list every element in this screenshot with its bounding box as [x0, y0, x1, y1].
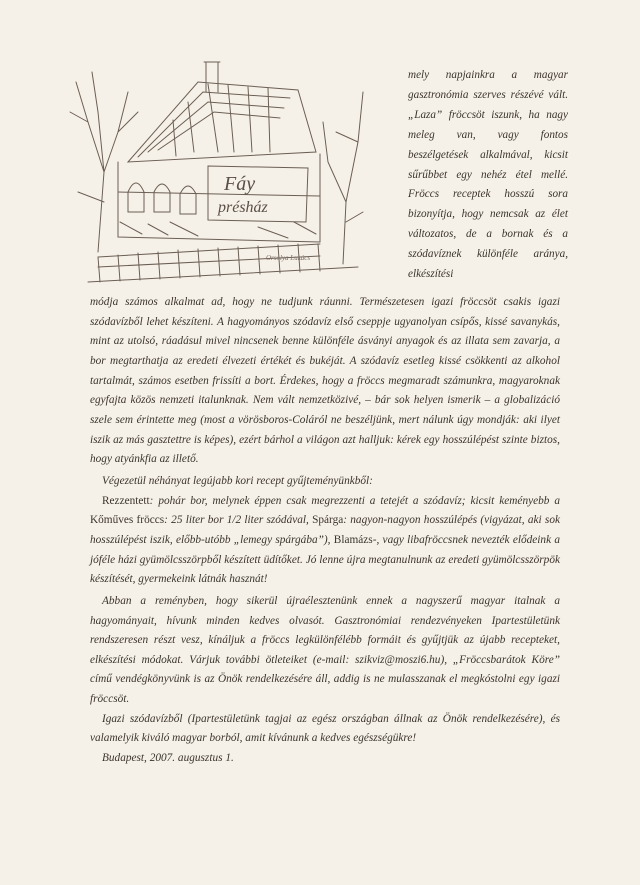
side-column-text	[408, 66, 568, 285]
dateline: Budapest, 2007. augusztus 1.	[102, 752, 234, 765]
recipe-1-label: Rezzentett	[102, 494, 150, 507]
press-house-illustration	[58, 52, 368, 284]
paragraph-5: Igazi szódavízből (Ipartestületünk tagjai az egész országban állnak az Önök rendelkezésére), és valamelyik kiváló magyar borból, amit kívánunk a kedves egészségükre!	[90, 712, 560, 745]
recipe-2-text: : 25 liter bor 1/2 liter szódával,	[164, 514, 313, 527]
press-house-sketch-svg	[58, 52, 368, 284]
paragraph-1: módja számos alkalmat ad, hogy ne tudjunk ráunni. Természetesen igazi fröccsöt csakis igazi szódavízből lehet készíteni. A hagyományos szódavíz első cseppje ugyanolyan csípős, kissé savanykás, mint az utolsó, ráadásul mivel nincsenek benne különféle ásványi anyagok és az illata sem zavarja, a bor megtarthatja az eredeti élvezeti értékét és bukéját. A szódavíz esetleg kissé csökkenti az alkohol tartalmát, számos esetben frissíti a bort. Érdekes, hogy a fröccs megmaradt számunkra, magyaroknak egyfajta közös nemzeti italunknak. Nem vált nemzetközivé, – bár sok helyen ismerik – a globalizáció szele sem érintette meg (most a vörösboros-Coláról ne beszéljünk, mert nálunk úgy mondják: aki ilyet iszik az más gasztettre is képes), ezért bárhol a világon azt halljuk: kérek egy hosszúlépést szinte biztos, hogy atyánkfia az illető.	[90, 296, 560, 466]
recipe-3-label: Spárga	[312, 514, 344, 527]
recipe-4-label: Blamázs	[333, 533, 373, 546]
recipes-paragraph	[90, 492, 560, 590]
recipe-4-text: -, vagy libafröccsnek nevezték elődeink a jóféle házi gyümölcsszörpből készített üdítőket. Jó lenne újra megtanulnunk az eredeti gyümölcsszörpök készítését, gyermekeink látnák hasznát!	[90, 533, 561, 586]
paragraph-2: Végezetül néhányat legújabb kori recept gyűjteményünkből:	[102, 474, 373, 487]
side-column-paragraph: mely napjainkra a magyar gasztronómia szerves részévé vált. „Laza” fröccsöt iszunk, ha nagy meleg van, vagy fontos beszélgetések alkalmával, kicsit sűrűbbet egy nehéz étel mellé. Fröccs receptek hosszú sora bizonyítja, hogy nemcsak az élet változatos, de a bornak és a szódavíznek különféle aránya, elkészítési	[408, 69, 568, 281]
recipe-2-label: Kőműves fröccs	[90, 514, 165, 527]
body-text	[90, 293, 560, 769]
recipe-3-text: : nagyon-nagyon hosszúlépés (vigyázat, aki sok hosszúlépést iszik, előbb-utóbb „lemegy spárgába”),	[90, 514, 560, 546]
sign-text-line1: Fáy	[224, 173, 256, 195]
paragraph-4: Abban a reményben, hogy sikerül újraélesztenünk ennek a nagyszerű magyar italnak a hagyományait, hívunk minden kedves olvasót. Gasztronómiai rendezvényeken Ipartestületünk rendszeresen részt vesz, kínáljuk a fröccs legkülönfélébb formáit és gyűjtjük az újabb recepteket, elkészítési módokat. Várjuk további ötleteiket (e-mail: szikviz@moszi6.hu), „Fröccsbarátok Köre” című vendégkönyvünk is az Önök rendelkezésére áll, addig is ne mulasszanak el megkóstolni egy igazi fröccsöt.	[90, 594, 560, 706]
sign-text-line2: présház	[218, 199, 268, 216]
recipe-1-text: : pohár bor, melynek éppen csak megrezzenti a tetejét a szódavíz; kicsit keményebb a	[149, 494, 560, 507]
artist-signature: Orsolya Lukács	[266, 254, 311, 262]
